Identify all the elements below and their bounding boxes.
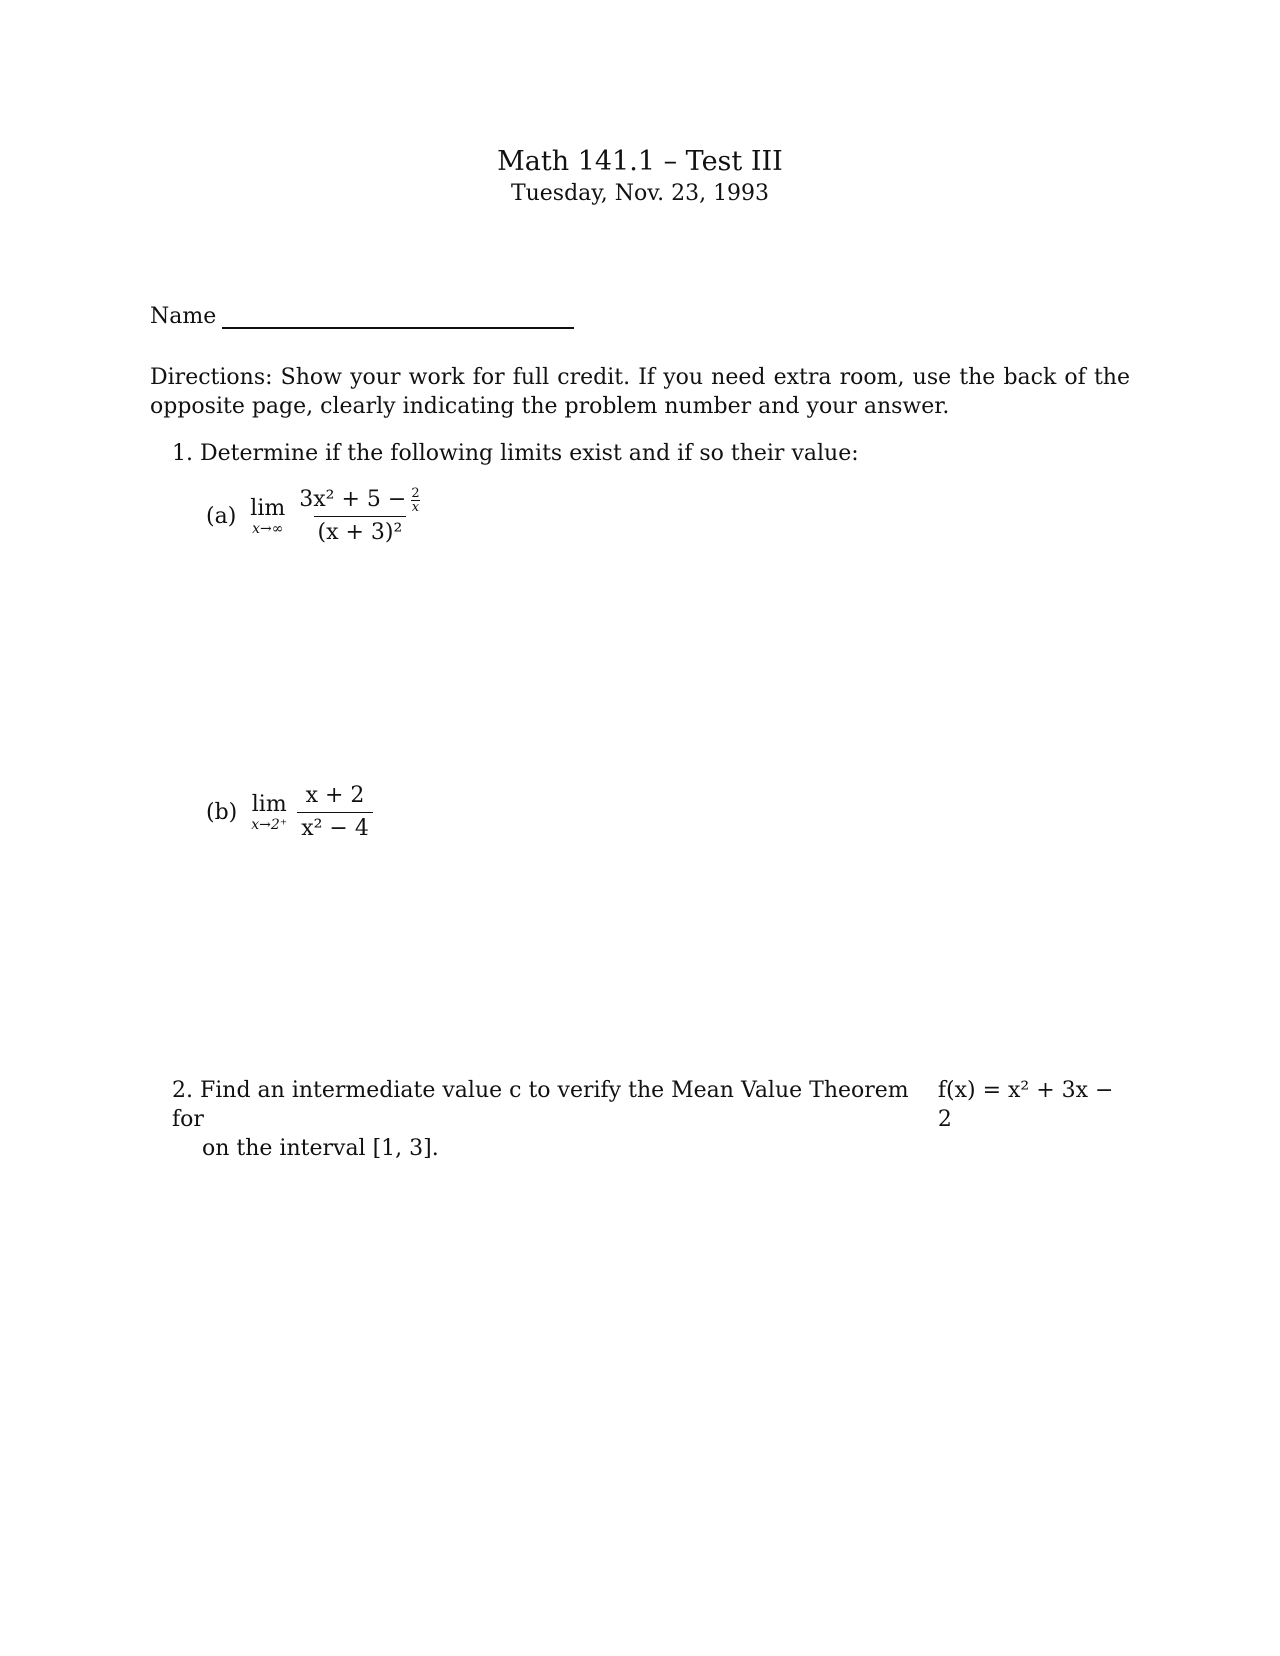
- name-label: Name: [150, 304, 217, 329]
- name-blank-line[interactable]: [222, 305, 574, 329]
- problem-2-number: 2.: [172, 1078, 193, 1103]
- fraction-a-numerator: [295, 486, 424, 516]
- problem-2: [172, 1076, 1132, 1163]
- lim-word: lim: [250, 495, 286, 521]
- fraction-b-denominator: x² − 4: [297, 812, 373, 843]
- problem-1-number: 1.: [172, 441, 193, 466]
- fraction-a-denominator: (x + 3)²: [314, 516, 407, 547]
- limit-operator-a: [250, 497, 285, 537]
- fraction-b: [297, 782, 373, 843]
- problem-2-function: f(x) = x² + 3x − 2: [937, 1078, 1114, 1132]
- problem-1-text: Determine if the following limits exist and if so their value:: [200, 441, 859, 466]
- lim-subscript: x→2⁺: [251, 816, 288, 833]
- directions-text: Directions: Show your work for full credit. If you need extra room, use the back of the opposite page, clearly indicating the problem number and your answer.: [150, 365, 1130, 419]
- lim-word: lim: [251, 791, 287, 817]
- name-field-row: [150, 304, 574, 329]
- problem-1b: [206, 782, 373, 843]
- numerator-main: 3x² + 5 −: [299, 487, 407, 512]
- exam-date: Tuesday, Nov. 23, 1993: [510, 181, 770, 206]
- small-fraction-numerator: 2: [411, 485, 420, 501]
- lim-subscript: x→∞: [252, 520, 284, 537]
- problem-1b-label: (b): [206, 800, 238, 825]
- problem-1a-label: (a): [206, 504, 237, 529]
- fraction-b-numerator: x + 2: [305, 783, 365, 808]
- problem-1a: [206, 486, 425, 547]
- small-fraction: [410, 487, 420, 514]
- limit-operator-b: [251, 793, 287, 833]
- problem-2-line-2: on the interval [1, 3].: [202, 1136, 439, 1161]
- fraction-a: [295, 486, 424, 547]
- small-fraction-denominator: x: [411, 499, 420, 515]
- problem-2-text: Find an intermediate value c to verify the Mean Value Theorem for: [172, 1078, 909, 1132]
- problem-1: [172, 441, 859, 466]
- problem-2-line-1: [172, 1076, 1132, 1134]
- page-title: Math 141.1 – Test III: [497, 146, 783, 177]
